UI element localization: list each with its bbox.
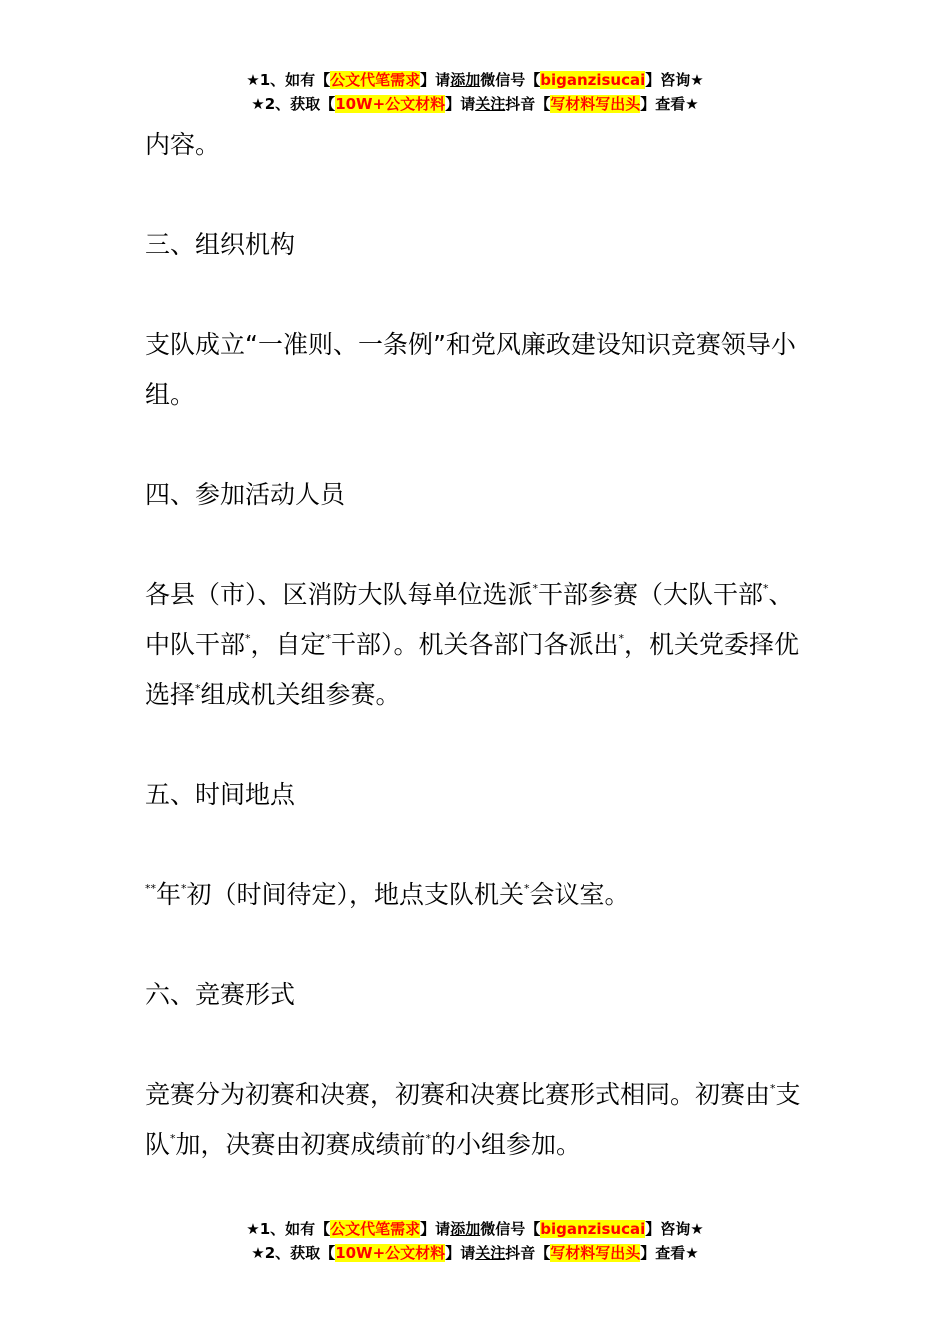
banner-line-1: ★1、如有【公文代笔需求】请添加微信号【biganzisucai】咨询★ [246, 1220, 704, 1238]
paragraph-time-place: **年*初（时间待定），地点支队机关*会议室。 [145, 880, 630, 909]
highlight-materials: 10W+公文材料 [335, 1244, 446, 1262]
paragraph-participants: 各县（市）、区消防大队每单位选派*干部参赛（大队干部*、中队干部*，自定*干部）。机关各部门各派出*，机关党委择优选择*组成机关组参赛。 [145, 580, 800, 709]
footer-banner [0, 1217, 950, 1265]
highlight-writing-service: 公文代笔需求 [330, 1220, 421, 1238]
section-heading-format: 六、竞赛形式 [145, 980, 296, 1009]
banner-line-2: ★2、获取【10W+公文材料】请关注抖音【写材料写出头】查看★ [251, 95, 699, 113]
section-heading-time-place: 五、时间地点 [145, 780, 296, 809]
paragraph-organization: 支队成立“一准则、一条例”和党风廉政建设知识竞赛领导小组。 [145, 330, 796, 409]
highlight-wechat-id: biganzisucai [540, 1220, 646, 1238]
section-heading-participants: 四、参加活动人员 [145, 480, 346, 509]
highlight-douyin-account: 写材料写出头 [550, 1244, 641, 1262]
section-heading-organization: 三、组织机构 [145, 230, 296, 259]
highlight-wechat-id: biganzisucai [540, 71, 646, 89]
highlight-materials: 10W+公文材料 [335, 95, 446, 113]
banner-line-1: ★1、如有【公文代笔需求】请添加微信号【biganzisucai】咨询★ [246, 71, 704, 89]
document-body [145, 120, 810, 1170]
paragraph-continued: 内容。 [145, 130, 221, 159]
highlight-writing-service: 公文代笔需求 [330, 71, 421, 89]
highlight-douyin-account: 写材料写出头 [550, 95, 641, 113]
banner-line-2: ★2、获取【10W+公文材料】请关注抖音【写材料写出头】查看★ [251, 1244, 699, 1262]
paragraph-format: 竞赛分为初赛和决赛，初赛和决赛比赛形式相同。初赛由*支队*加，决赛由初赛成绩前*的小组参加。 [145, 1080, 801, 1159]
header-banner [0, 68, 950, 116]
